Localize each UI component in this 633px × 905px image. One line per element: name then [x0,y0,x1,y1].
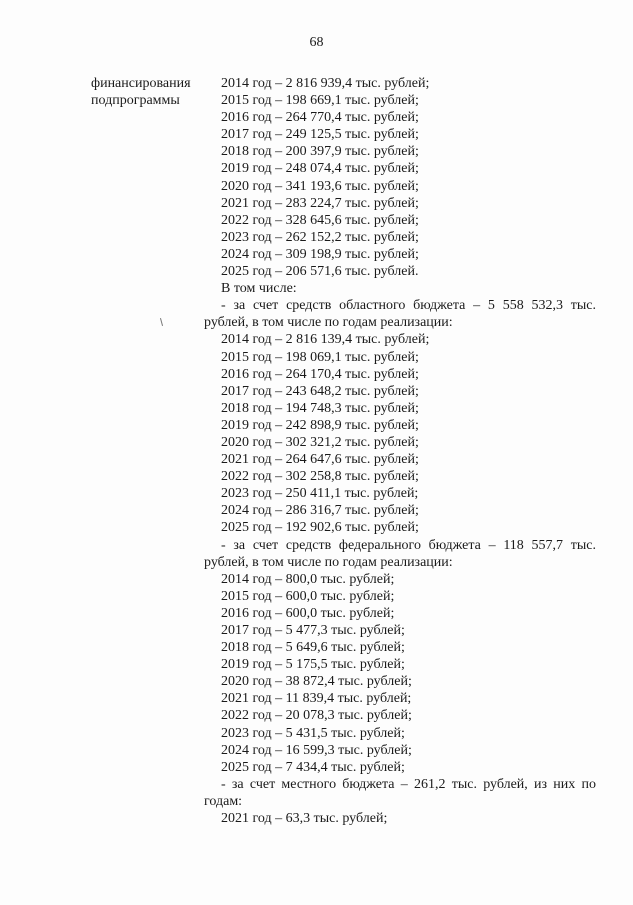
federal-year-line: 2018 год – 5 649,6 тыс. рублей; [221,640,405,656]
federal-budget-section [204,537,596,776]
page-number: 68 [309,35,324,50]
federal-year-line: 2022 год – 20 078,3 тыс. рублей; [221,708,412,724]
regional-budget-section [204,297,596,536]
federal-year-line: 2020 год – 38 872,4 тыс. рублей; [221,674,412,690]
regional-year-line: 2020 год – 302 321,2 тыс. рублей; [221,434,419,450]
regional-year-line: 2025 год – 192 902,6 тыс. рублей; [221,520,419,536]
total-year-line: 2020 год – 341 193,6 тыс. рублей; [221,178,419,194]
regional-year-line: 2021 год – 264 647,6 тыс. рублей; [221,452,419,468]
regional-year-line: 2017 год – 243 648,2 тыс. рублей; [221,383,419,399]
total-year-line: 2015 год – 198 669,1 тыс. рублей; [221,93,419,109]
total-year-line: 2024 год – 309 198,9 тыс. рублей; [221,246,419,262]
total-year-line: 2017 год – 249 125,5 тыс. рублей; [221,127,419,143]
regional-year-line: 2016 год – 264 170,4 тыс. рублей; [221,366,419,382]
total-year-line: 2021 год – 283 224,7 тыс. рублей; [221,195,419,211]
local-budget-section [204,776,596,827]
total-year-line: 2022 год – 328 645,6 тыс. рублей; [221,212,419,228]
local-budget-intro: - за счет местного бюджета – 261,2 тыс. рублей, из них по [221,776,596,792]
federal-budget-intro-cont: рублей, в том числе по годам реализации: [204,554,453,570]
total-year-line: 2019 год – 248 074,4 тыс. рублей; [221,161,419,177]
federal-year-line: 2023 год – 5 431,5 тыс. рублей; [221,725,405,741]
scan-mark [160,318,163,326]
federal-budget-intro: - за счет средств федерального бюджета – 118 557,7 тыс. [221,537,596,553]
including-heading: В том числе: [221,281,297,297]
regional-year-line: 2018 год – 194 748,3 тыс. рублей; [221,400,419,416]
regional-budget-intro: - за счет средств областного бюджета – 5 558 532,3 тыс. [221,298,596,314]
left-label-line: подпрограммы [91,93,180,109]
regional-year-line: 2019 год – 242 898,9 тыс. рублей; [221,417,419,433]
total-year-line: 2018 год – 200 397,9 тыс. рублей; [221,144,419,160]
local-budget-intro-cont: годам: [204,793,243,809]
federal-year-line: 2017 год – 5 477,3 тыс. рублей; [221,623,405,638]
total-year-line: 2025 год – 206 571,6 тыс. рублей. [221,264,419,280]
total-year-line: 2023 год – 262 152,2 тыс. рублей; [221,229,419,245]
local-year-line: 2021 год – 63,3 тыс. рублей; [221,811,388,827]
federal-year-line: 2024 год – 16 599,3 тыс. рублей; [221,742,412,758]
federal-year-line: 2025 год – 7 434,4 тыс. рублей; [221,759,405,775]
regional-year-line: 2023 год – 250 411,1 тыс. рублей; [221,486,419,502]
regional-year-line: 2024 год – 286 316,7 тыс. рублей; [221,503,419,519]
regional-year-line: 2014 год – 2 816 139,4 тыс. рублей; [221,332,430,348]
funding-content [204,75,596,827]
federal-year-line: 2015 год – 600,0 тыс. рублей; [221,588,395,604]
left-label-line: финансирования [91,76,191,91]
federal-year-line: 2014 год – 800,0 тыс. рублей; [221,571,395,587]
regional-budget-intro-cont: рублей, в том числе по годам реализации: [204,315,453,331]
federal-year-line: 2021 год – 11 839,4 тыс. рублей; [221,691,412,707]
regional-year-line: 2015 год – 198 069,1 тыс. рублей; [221,349,419,365]
left-column-label [91,75,211,109]
total-years-list [204,75,596,280]
total-year-line: 2014 год – 2 816 939,4 тыс. рублей; [221,76,430,91]
regional-year-line: 2022 год – 302 258,8 тыс. рублей; [221,469,419,485]
total-year-line: 2016 год – 264 770,4 тыс. рублей; [221,110,419,126]
federal-year-line: 2019 год – 5 175,5 тыс. рублей; [221,657,405,673]
federal-year-line: 2016 год – 600,0 тыс. рублей; [221,605,395,621]
